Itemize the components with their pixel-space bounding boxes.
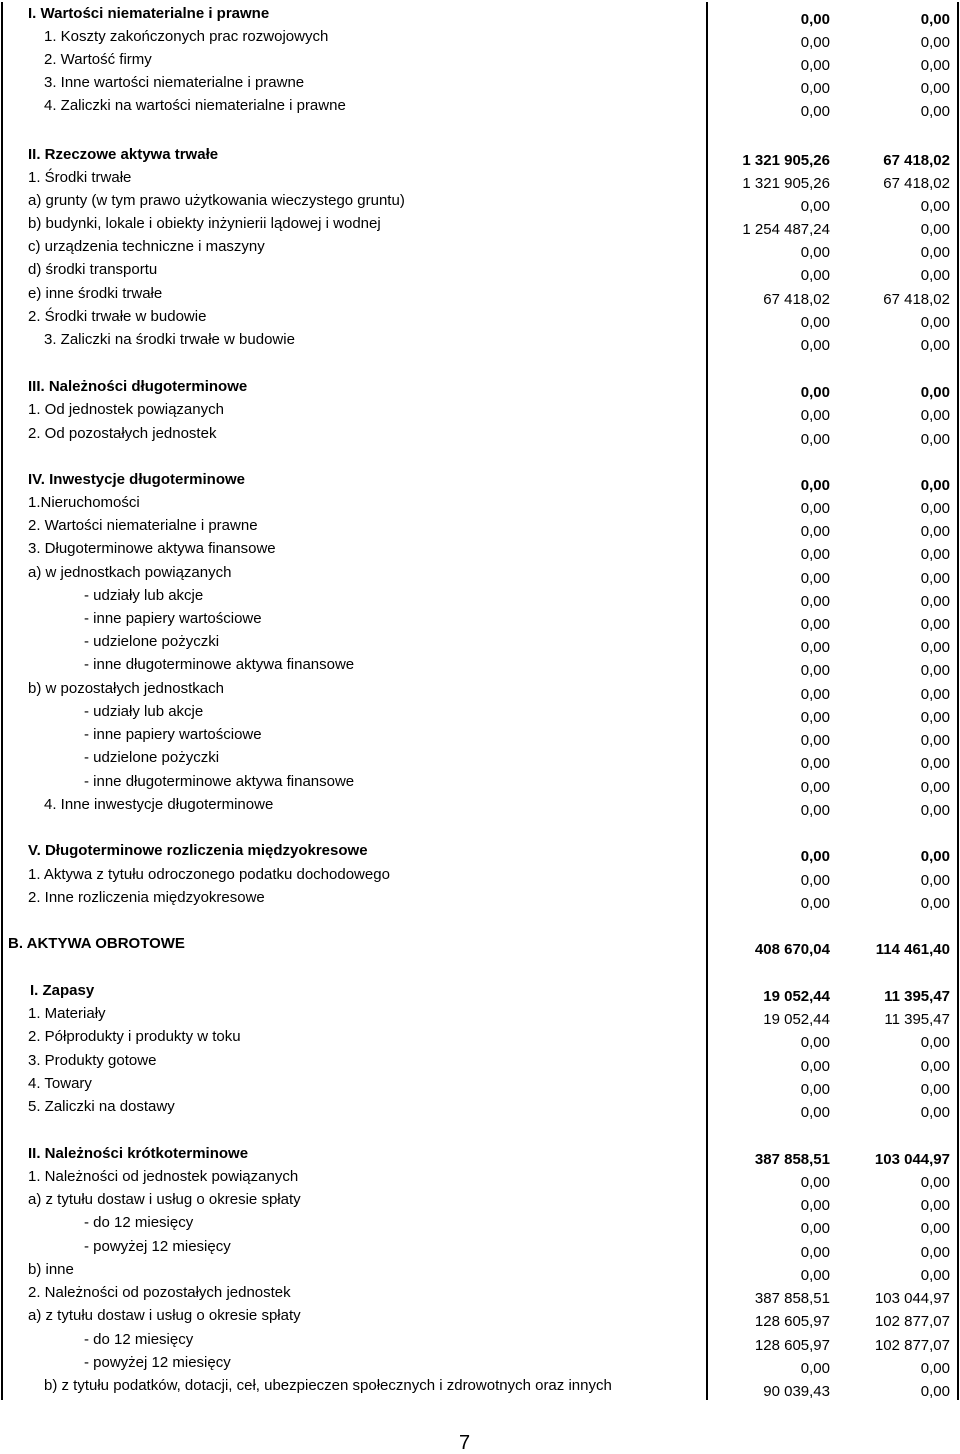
previous-year-value: 0,00 xyxy=(920,1360,950,1377)
current-year-value: 0,00 xyxy=(800,267,830,284)
current-year-value: 0,00 xyxy=(800,384,830,401)
table-row xyxy=(0,1214,960,1236)
row-label: I. Zapasy xyxy=(30,982,95,999)
current-year-value: 0,00 xyxy=(800,11,830,28)
previous-year-value: 0,00 xyxy=(920,616,950,633)
table-row xyxy=(0,726,960,748)
previous-year-value: 103 044,97 xyxy=(874,1151,950,1168)
previous-year-value: 0,00 xyxy=(920,431,950,448)
current-year-value: 0,00 xyxy=(800,1034,830,1051)
previous-year-value: 0,00 xyxy=(920,1058,950,1075)
current-year-value: 0,00 xyxy=(800,1174,830,1191)
current-year-value: 0,00 xyxy=(800,523,830,540)
current-year-value: 0,00 xyxy=(800,616,830,633)
row-label: - inne długoterminowe aktywa finansowe xyxy=(84,656,355,673)
row-label: - inne papiery wartościowe xyxy=(84,610,262,627)
row-label: 2. Należności od pozostałych jednostek xyxy=(28,1284,291,1301)
table-row xyxy=(0,169,960,191)
table-row xyxy=(0,889,960,911)
table-row xyxy=(0,1331,960,1353)
row-label: 3. Inne wartości niematerialne i prawne xyxy=(44,74,305,91)
previous-year-value: 0,00 xyxy=(920,593,950,610)
current-year-value: 0,00 xyxy=(800,431,830,448)
row-label: 4. Zaliczki na wartości niematerialne i prawne xyxy=(44,97,346,114)
row-label: - udzielone pożyczki xyxy=(84,633,220,650)
previous-year-value: 0,00 xyxy=(920,1383,950,1400)
row-label: II. Należności krótkoterminowe xyxy=(28,1145,249,1162)
current-year-value: 0,00 xyxy=(800,198,830,215)
row-label: 3. Długoterminowe aktywa finansowe xyxy=(28,540,276,557)
current-year-value: 0,00 xyxy=(800,500,830,517)
current-year-value: 0,00 xyxy=(800,593,830,610)
table-row xyxy=(0,378,960,400)
row-label: - do 12 miesięcy xyxy=(84,1331,194,1348)
row-label: a) w jednostkach powiązanych xyxy=(28,564,232,581)
row-label: II. Rzeczowe aktywa trwałe xyxy=(28,146,219,163)
table-row xyxy=(0,656,960,678)
previous-year-value: 0,00 xyxy=(920,477,950,494)
previous-year-value: 0,00 xyxy=(920,314,950,331)
previous-year-value: 0,00 xyxy=(920,570,950,587)
row-label: 2. Od pozostałych jednostek xyxy=(28,425,217,442)
previous-year-value: 103 044,97 xyxy=(874,1290,950,1307)
current-year-value: 0,00 xyxy=(800,337,830,354)
table-row xyxy=(0,633,960,655)
current-year-value: 0,00 xyxy=(800,709,830,726)
table-row xyxy=(0,28,960,50)
row-label: 2. Półprodukty i produkty w toku xyxy=(28,1028,241,1045)
previous-year-value: 0,00 xyxy=(920,103,950,120)
previous-year-value: 0,00 xyxy=(920,11,950,28)
row-label: III. Należności długoterminowe xyxy=(28,378,248,395)
row-label: 4. Towary xyxy=(28,1075,92,1092)
page-number: 7 xyxy=(459,1432,471,1454)
row-label: 2. Wartość firmy xyxy=(44,51,152,68)
previous-year-value: 0,00 xyxy=(920,779,950,796)
table-row xyxy=(0,285,960,307)
previous-year-value: 0,00 xyxy=(920,895,950,912)
previous-year-value: 0,00 xyxy=(920,198,950,215)
previous-year-value: 102 877,07 xyxy=(874,1337,950,1354)
table-row xyxy=(0,1028,960,1050)
table-row xyxy=(0,1261,960,1283)
row-label: e) inne środki trwałe xyxy=(28,285,163,302)
table-row xyxy=(0,331,960,353)
row-label: - powyżej 12 miesięcy xyxy=(84,1354,231,1371)
row-label: 1.Nieruchomości xyxy=(28,494,140,511)
previous-year-value: 0,00 xyxy=(920,1104,950,1121)
row-label: - udzielone pożyczki xyxy=(84,749,220,766)
table-row xyxy=(0,610,960,632)
previous-year-value: 11 395,47 xyxy=(884,1011,950,1028)
row-label: a) z tytułu dostaw i usług o okresie spłaty xyxy=(28,1307,301,1324)
previous-year-value: 0,00 xyxy=(920,732,950,749)
table-row xyxy=(0,796,960,818)
table-row xyxy=(0,97,960,119)
row-label: - udziały lub akcje xyxy=(84,587,204,604)
current-year-value: 19 052,44 xyxy=(763,1011,830,1028)
previous-year-value: 67 418,02 xyxy=(883,152,950,169)
current-year-value: 0,00 xyxy=(800,57,830,74)
previous-year-value: 0,00 xyxy=(920,848,950,865)
current-year-value: 408 670,04 xyxy=(754,941,830,958)
row-label: 4. Inne inwestycje długoterminowe xyxy=(44,796,274,813)
previous-year-value: 0,00 xyxy=(920,1244,950,1261)
table-row xyxy=(0,1377,960,1399)
current-year-value: 0,00 xyxy=(800,407,830,424)
current-year-value: 387 858,51 xyxy=(754,1151,830,1168)
row-label: - powyżej 12 miesięcy xyxy=(84,1238,231,1255)
table-row xyxy=(0,1168,960,1190)
previous-year-value: 0,00 xyxy=(920,267,950,284)
current-year-value: 0,00 xyxy=(800,732,830,749)
table-row xyxy=(0,749,960,771)
previous-year-value: 0,00 xyxy=(920,500,950,517)
current-year-value: 90 039,43 xyxy=(763,1383,830,1400)
previous-year-value: 0,00 xyxy=(920,755,950,772)
table-row xyxy=(0,425,960,447)
previous-year-value: 0,00 xyxy=(920,709,950,726)
table-row xyxy=(0,1284,960,1306)
current-year-value: 0,00 xyxy=(800,1244,830,1261)
current-year-value: 0,00 xyxy=(800,314,830,331)
row-label: 3. Produkty gotowe xyxy=(28,1052,157,1069)
previous-year-value: 0,00 xyxy=(920,34,950,51)
previous-year-value: 67 418,02 xyxy=(883,291,950,308)
previous-year-value: 0,00 xyxy=(920,1197,950,1214)
previous-year-value: 0,00 xyxy=(920,662,950,679)
row-label: c) urządzenia techniczne i maszyny xyxy=(28,238,265,255)
previous-year-value: 11 395,47 xyxy=(884,988,950,1005)
table-row xyxy=(0,935,960,957)
current-year-value: 19 052,44 xyxy=(763,988,830,1005)
previous-year-value: 0,00 xyxy=(920,639,950,656)
row-label: 2. Inne rozliczenia międzyokresowe xyxy=(28,889,265,906)
row-label: I. Wartości niematerialne i prawne xyxy=(28,5,270,22)
current-year-value: 0,00 xyxy=(800,244,830,261)
table-row xyxy=(0,842,960,864)
row-label: b) inne xyxy=(28,1261,74,1278)
row-label: 1. Należności od jednostek powiązanych xyxy=(28,1168,299,1185)
table-row xyxy=(0,773,960,795)
row-label: - inne papiery wartościowe xyxy=(84,726,262,743)
current-year-value: 0,00 xyxy=(800,779,830,796)
current-year-value: 0,00 xyxy=(800,570,830,587)
previous-year-value: 67 418,02 xyxy=(883,175,950,192)
table-row xyxy=(0,1052,960,1074)
row-label: 1. Od jednostek powiązanych xyxy=(28,401,224,418)
row-label: 1. Aktywa z tytułu odroczonego podatku dochodowego xyxy=(28,866,390,883)
table-row xyxy=(0,146,960,168)
table-row xyxy=(0,703,960,725)
table-row xyxy=(0,238,960,260)
table-row xyxy=(0,1005,960,1027)
table-row xyxy=(0,680,960,702)
current-year-value: 387 858,51 xyxy=(754,1290,830,1307)
previous-year-value: 0,00 xyxy=(920,337,950,354)
current-year-value: 0,00 xyxy=(800,1081,830,1098)
row-label: b) z tytułu podatków, dotacji, ceł, ubezpieczen społecznych i zdrowotnych oraz innych xyxy=(44,1377,612,1394)
row-label: 1. Materiały xyxy=(28,1005,106,1022)
current-year-value: 0,00 xyxy=(800,872,830,889)
current-year-value: 0,00 xyxy=(800,1197,830,1214)
current-year-value: 0,00 xyxy=(800,755,830,772)
table-row xyxy=(0,587,960,609)
previous-year-value: 0,00 xyxy=(920,221,950,238)
row-label: d) środki transportu xyxy=(28,261,158,278)
row-label: 5. Zaliczki na dostawy xyxy=(28,1098,175,1115)
row-label: - inne długoterminowe aktywa finansowe xyxy=(84,773,355,790)
row-label: - do 12 miesięcy xyxy=(84,1214,194,1231)
table-row xyxy=(0,215,960,237)
current-year-value: 0,00 xyxy=(800,1058,830,1075)
current-year-value: 1 321 905,26 xyxy=(742,175,830,192)
previous-year-value: 114 461,40 xyxy=(875,941,950,958)
row-label: IV. Inwestycje długoterminowe xyxy=(28,471,246,488)
previous-year-value: 0,00 xyxy=(920,802,950,819)
row-label: - udziały lub akcje xyxy=(84,703,204,720)
table-row xyxy=(0,1354,960,1376)
previous-year-value: 0,00 xyxy=(920,872,950,889)
table-row xyxy=(0,494,960,516)
previous-year-value: 102 877,07 xyxy=(874,1313,950,1330)
current-year-value: 67 418,02 xyxy=(763,291,830,308)
row-label: 1. Środki trwałe xyxy=(28,169,132,186)
row-label: 1. Koszty zakończonych prac rozwojowych xyxy=(44,28,329,45)
table-row xyxy=(0,1191,960,1213)
current-year-value: 0,00 xyxy=(800,80,830,97)
row-label: 3. Zaliczki na środki trwałe w budowie xyxy=(44,331,295,348)
current-year-value: 0,00 xyxy=(800,848,830,865)
row-label: 2. Wartości niematerialne i prawne xyxy=(28,517,258,534)
previous-year-value: 0,00 xyxy=(920,80,950,97)
table-row xyxy=(0,1145,960,1167)
current-year-value: 128 605,97 xyxy=(754,1313,830,1330)
previous-year-value: 0,00 xyxy=(920,523,950,540)
table-row xyxy=(0,51,960,73)
current-year-value: 0,00 xyxy=(800,686,830,703)
previous-year-value: 0,00 xyxy=(920,57,950,74)
current-year-value: 0,00 xyxy=(800,1220,830,1237)
table-row xyxy=(0,517,960,539)
current-year-value: 128 605,97 xyxy=(754,1337,830,1354)
table-row xyxy=(0,192,960,214)
current-year-value: 0,00 xyxy=(800,1267,830,1284)
table-row xyxy=(0,74,960,96)
table-row xyxy=(0,540,960,562)
previous-year-value: 0,00 xyxy=(920,1174,950,1191)
table-row xyxy=(0,1098,960,1120)
table-row xyxy=(0,471,960,493)
current-year-value: 0,00 xyxy=(800,546,830,563)
current-year-value: 0,00 xyxy=(800,34,830,51)
previous-year-value: 0,00 xyxy=(920,407,950,424)
current-year-value: 0,00 xyxy=(800,802,830,819)
table-row xyxy=(0,1075,960,1097)
table-row xyxy=(0,5,960,27)
table-row xyxy=(0,308,960,330)
table-row xyxy=(0,261,960,283)
row-label: b) budynki, lokale i obiekty inżynierii lądowej i wodnej xyxy=(28,215,381,232)
current-year-value: 1 321 905,26 xyxy=(742,152,830,169)
row-label: b) w pozostałych jednostkach xyxy=(28,680,224,697)
row-label: a) grunty (w tym prawo użytkowania wieczystego gruntu) xyxy=(28,192,405,209)
table-row xyxy=(0,866,960,888)
table-row xyxy=(0,1307,960,1329)
row-label: B. AKTYWA OBROTOWE xyxy=(8,935,185,952)
table-row xyxy=(0,1238,960,1260)
previous-year-value: 0,00 xyxy=(920,384,950,401)
table-row xyxy=(0,982,960,1004)
current-year-value: 0,00 xyxy=(800,639,830,656)
current-year-value: 0,00 xyxy=(800,662,830,679)
current-year-value: 0,00 xyxy=(800,1360,830,1377)
previous-year-value: 0,00 xyxy=(920,1220,950,1237)
previous-year-value: 0,00 xyxy=(920,1081,950,1098)
current-year-value: 0,00 xyxy=(800,103,830,120)
table-row xyxy=(0,564,960,586)
previous-year-value: 0,00 xyxy=(920,1267,950,1284)
previous-year-value: 0,00 xyxy=(920,686,950,703)
table-row xyxy=(0,401,960,423)
current-year-value: 0,00 xyxy=(800,477,830,494)
current-year-value: 1 254 487,24 xyxy=(742,221,830,238)
previous-year-value: 0,00 xyxy=(920,244,950,261)
previous-year-value: 0,00 xyxy=(920,1034,950,1051)
row-label: a) z tytułu dostaw i usług o okresie spłaty xyxy=(28,1191,301,1208)
current-year-value: 0,00 xyxy=(800,895,830,912)
row-label: V. Długoterminowe rozliczenia międzyokresowe xyxy=(28,842,368,859)
current-year-value: 0,00 xyxy=(800,1104,830,1121)
row-label: 2. Środki trwałe w budowie xyxy=(28,308,207,325)
previous-year-value: 0,00 xyxy=(920,546,950,563)
